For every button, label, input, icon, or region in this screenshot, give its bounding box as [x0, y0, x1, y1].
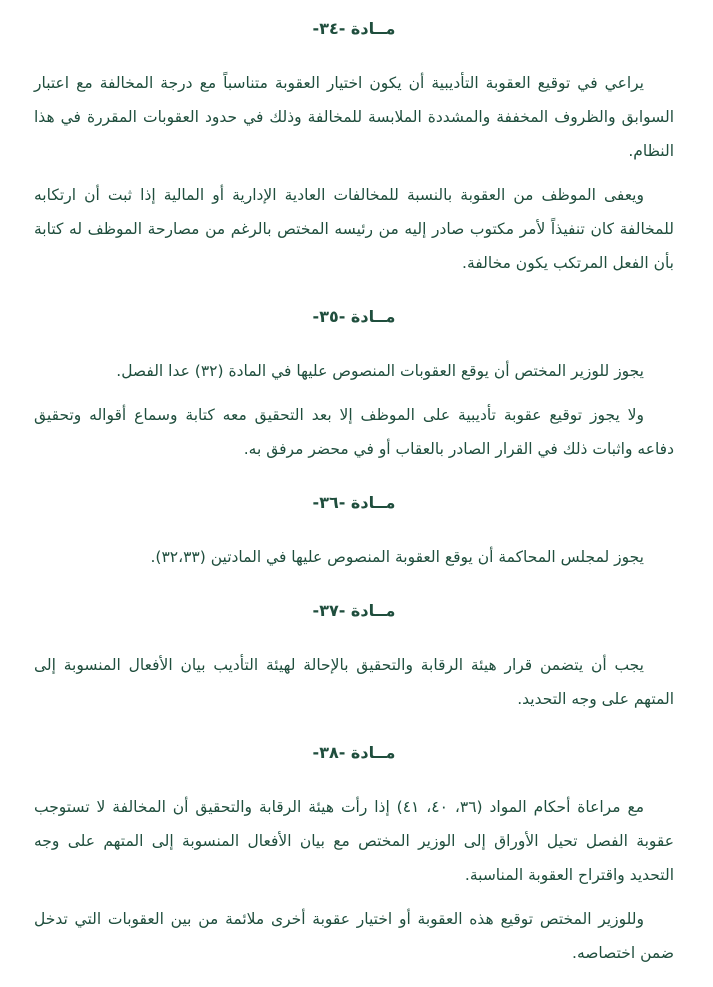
- article-36-heading: مــادة -٣٦-: [312, 493, 396, 512]
- article-36-paragraph-1: يجوز لمجلس المحاكمة أن يوقع العقوبة المنصوص عليها في المادتين (٣٢،٣٣).: [150, 548, 644, 566]
- article-37-paragraph-1: يجب أن يتضمن قرار هيئة الرقابة والتحقيق بالإحالة لهيئة التأديب بيان الأفعال المنسوبة إلى المتهم على وجه التحديد.: [34, 656, 674, 708]
- article-37-heading: مــادة -٣٧-: [312, 601, 396, 620]
- article-38-paragraph-2: وللوزير المختص توقيع هذه العقوبة أو اختيار عقوبة أخرى ملائمة من بين العقوبات التي تدخل ضمن اختصاصه.: [34, 910, 674, 962]
- document-page: [34, 18, 674, 970]
- article-35-heading: مــادة -٣٥-: [312, 307, 396, 326]
- article-34-paragraph-1: يراعي في توقيع العقوبة التأديبية أن يكون اختيار العقوبة متناسباً مع درجة المخالفة مع اعتبار السوابق والظروف المخففة والمشددة الملابسة للمخالفة وذلك في حدود العقوبات المقررة في هذا النظام.: [34, 74, 674, 160]
- article-35-paragraph-1: يجوز للوزير المختص أن يوقع العقوبات المنصوص عليها في المادة (٣٢) عدا الفصل.: [116, 362, 644, 380]
- article-38-heading: مــادة -٣٨-: [312, 743, 396, 762]
- article-34-paragraph-2: ويعفى الموظف من العقوبة بالنسبة للمخالفات العادية الإدارية أو المالية إذا ثبت أن ارتكابه للمخالفة كان تنفيذاً لأمر مكتوب صادر إليه من رئيسه المختص بالرغم من مصارحة الموظف له كتابة بأن الفعل المرتكب يكون مخالفة.: [34, 186, 674, 272]
- article-35-paragraph-2: ولا يجوز توقيع عقوبة تأديبية على الموظف إلا بعد التحقيق معه كتابة وسماع أقواله وتحقيق دفاعه واثبات ذلك في القرار الصادر بالعقاب أو في محضر مرفق به.: [34, 406, 674, 458]
- article-38-paragraph-1: مع مراعاة أحكام المواد (٣٦، ٤٠، ٤١) إذا رأت هيئة الرقابة والتحقيق أن المخالفة لا تستوجب عقوبة الفصل تحيل الأوراق إلى الوزير المختص مع بيان الأفعال المنسوبة إلى المتهم على وجه التحديد واقتراح العقوبة المناسبة.: [34, 798, 674, 884]
- article-34-heading: مــادة -٣٤-: [312, 19, 396, 38]
